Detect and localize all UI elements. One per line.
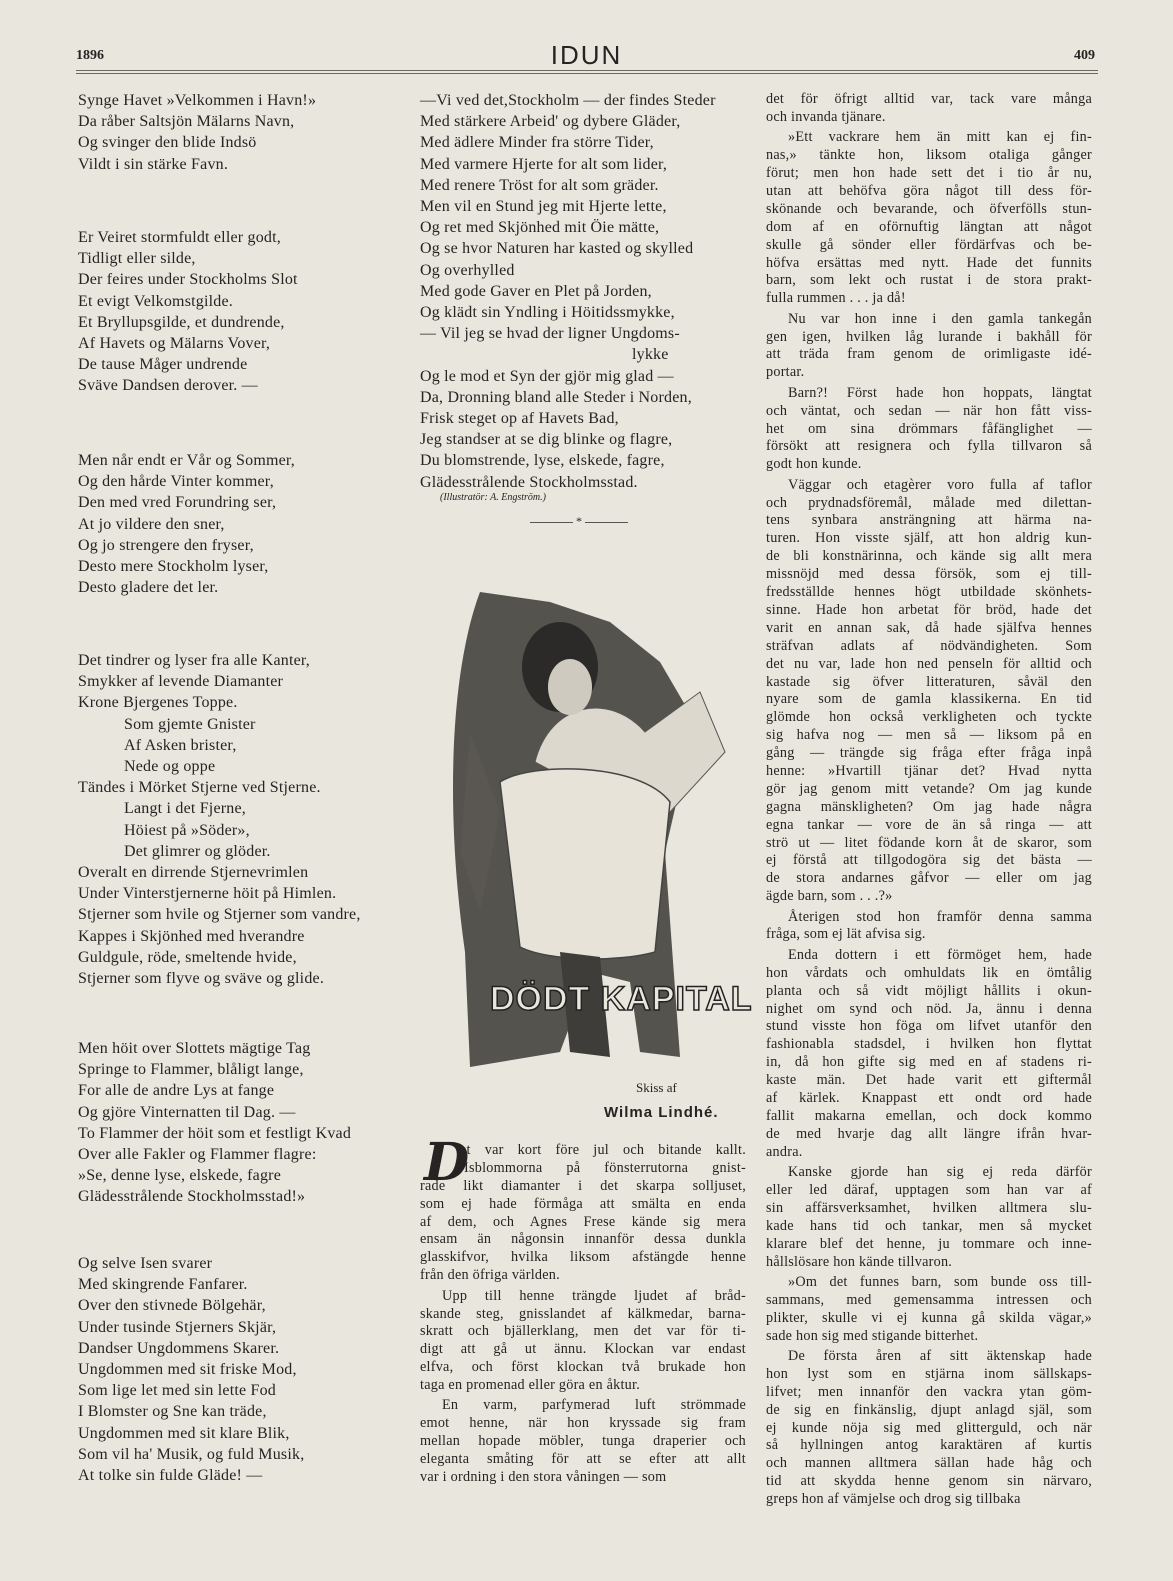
poem-line: »Se, denne lyse, elskede, fagre — [78, 1167, 282, 1185]
poem-line: Desto gladere det ler. — [78, 579, 219, 597]
text-line: hon lyst som en stjärna inom sällskaps- — [766, 1365, 1092, 1382]
poem-line: Med ädlere Minder fra större Tider, — [420, 134, 654, 152]
poem-line: Smykker af levende Diamanter — [78, 673, 284, 691]
text-line: elfva, och först klockan två brukade hon — [420, 1359, 746, 1376]
poem-line: Og le mod et Syn der gjör mig glad — — [420, 367, 674, 385]
poem-line: Med renere Tröst for alt som gräder. — [420, 176, 659, 194]
story-subtitle: Skiss af — [636, 1080, 677, 1095]
text-line: tens synbara ansträngning att härma na- — [766, 512, 1092, 529]
poem-line: Glädesstrålende Stockholmsstad!» — [78, 1188, 306, 1206]
paragraph — [766, 1164, 1092, 1271]
poem-stanza — [78, 90, 408, 175]
text-line: att träda fram genom de orimligaste idé- — [766, 346, 1092, 363]
text-line: mellan hopade möbler, tunga draperier och — [420, 1433, 746, 1450]
poem-line: Og ret med Skjönhed mit Öie mätte, — [420, 219, 660, 237]
poem-line: Da råber Saltsjön Mälarns Navn, — [78, 113, 295, 131]
poem-line: Desto mere Stockholm lyser, — [78, 558, 269, 576]
text-line: hon vårdats och omhuldats lik en ömtålig — [766, 964, 1092, 981]
text-line: »Ett vackrare hem än mitt kan ej fin- — [788, 129, 1092, 146]
poem-line: Tändes i Mörket Stjerne ved Stjerne. — [78, 779, 321, 797]
text-line: och väntat, och sedan — när hon fått viss- — [766, 402, 1092, 419]
text-line: de sig en finkänslig, djupt anlagd själ, som — [766, 1401, 1092, 1418]
poem-line: Er Veiret stormfuldt eller godt, — [78, 229, 281, 246]
text-line: emot henne, när hon kryssade sig fram — [420, 1415, 746, 1432]
text-line: stund visste hon föga om lifvet utanför den — [766, 1018, 1092, 1035]
text-line: fashionabla stadsdel, i hvilken hon flyttat — [766, 1036, 1092, 1053]
text-line: kade hans tid och tankar, men så mycket — [766, 1217, 1092, 1234]
paragraph — [766, 385, 1092, 474]
story-column-middle — [420, 1142, 746, 1489]
text-line: kastade sig öfver litteraturen, såväl den — [766, 673, 1092, 690]
text-line: missnöjd med dessa försök, som ej till- — [766, 566, 1092, 583]
text-line: skönande och bevarande, och öfverfölls stun- — [766, 200, 1092, 217]
poem-line: Og gjöre Vinternatten til Dag. — — [78, 1103, 296, 1121]
poem-line: Og svinger den blide Indsö — [78, 134, 257, 152]
poem-line: Ungdommen med sit friske Mod, — [78, 1361, 297, 1379]
poem-line: Men höit over Slottets mägtige Tag — [78, 1040, 311, 1057]
section-divider — [530, 514, 628, 529]
text-line: de med hvarje dag allt längre ifrån hvar- — [766, 1125, 1092, 1142]
text-line: dom af en oförnuftig längtan att något — [766, 218, 1092, 235]
text-line: fråga, som ej lät afvisa sig. — [766, 926, 926, 943]
text-line: rade likt diamanter i det skarpa solljuset, — [420, 1177, 746, 1194]
poem-line: Der feires under Stockholms Slot — [78, 271, 298, 289]
poem-line: Af Havets og Mälarns Vover, — [78, 335, 271, 353]
text-line: så hyllningen antog karaktären af kurtis — [766, 1437, 1092, 1454]
header-rule — [76, 70, 1098, 74]
text-line: skratt och bjällerklang, men det var för ti- — [420, 1323, 746, 1340]
text-line: utan att behöfva göra något till dess för- — [766, 182, 1092, 199]
poem-line: Synge Havet »Velkommen i Havn!» — [78, 92, 317, 109]
text-line: planta och så vidt möjligt hållits i okun- — [766, 982, 1092, 999]
paragraph — [766, 311, 1092, 383]
poem-line: Med gode Gaver en Plet på Jorden, — [420, 282, 652, 300]
text-line: henne: »Hvartill tjänar det? Hvad nytta — [766, 762, 1092, 779]
poem-line: Som gjemte Gnister — [124, 715, 256, 733]
text-line: glömde hon också verkligheten och tyckte — [766, 709, 1092, 726]
poem-line: Overalt en dirrende Stjernevrimlen — [78, 864, 309, 882]
text-line: eller led däraf, upptagen som han var af — [766, 1181, 1092, 1198]
text-line: sade hon sig med stigande bitterhet. — [766, 1327, 979, 1344]
illustrator-credit: (Illustratör: A. Engström.) — [440, 492, 546, 503]
text-line: förut; men hon hade sett det i tio år nu, — [766, 165, 1092, 182]
poem-stanza — [78, 650, 408, 989]
poem-line: I Blomster og Sne kan träde, — [78, 1403, 267, 1421]
paragraph — [420, 1288, 746, 1395]
text-line: lifvet; men innanför den vackra ytan göm- — [766, 1383, 1092, 1400]
text-line: gagna mänskligheten? Om jag hade några — [766, 798, 1092, 815]
text-line: var i ordning i den stora våningen — som — [420, 1469, 667, 1486]
poem-line: Det tindrer og lyser fra alle Kanter, — [78, 652, 310, 669]
text-line: det för öfrigt alltid var, tack vare många — [766, 91, 1092, 107]
poem-line: Dandser Ungdommens Skarer. — [78, 1339, 280, 1357]
paragraph — [766, 1348, 1092, 1509]
text-line: Isblommorna på fönsterrutorna gnist- — [464, 1159, 746, 1176]
illustration-dodt-kapital — [440, 552, 755, 1077]
text-line: de stora andarnes gåfvor — eller om jag — [766, 870, 1092, 887]
poem-line: Et Bryllupsgilde, et dundrende, — [78, 313, 285, 331]
poem-line: Med skingrende Fanfarer. — [78, 1276, 248, 1294]
poem-line: lykke — [632, 346, 669, 364]
text-line: ägde barn, som . . .?» — [766, 888, 893, 905]
text-line: Återigen stod hon framför denna samma — [788, 908, 1092, 925]
text-line: skande steg, gnisslandet af kälkmedar, barna- — [420, 1305, 746, 1322]
poem-line: For alle de andre Lys at fange — [78, 1082, 275, 1100]
text-line: portar. — [766, 364, 805, 381]
paragraph — [766, 947, 1092, 1162]
text-line: skulle gå sönder eller fördärfvas och be- — [766, 236, 1092, 253]
text-line: och invanda tjänare. — [766, 108, 886, 125]
text-line: godt hon kunde. — [766, 456, 862, 473]
text-line: et var kort före jul och bitande kallt. — [460, 1142, 746, 1158]
masthead-title: IDUN — [550, 40, 623, 70]
story-author: Wilma Lindhé. — [604, 1104, 719, 1121]
poem-stanza — [78, 450, 408, 598]
text-line: egna tankar — vore de än så ringa — att — [766, 816, 1092, 833]
poem-line: Som lige let med sin lette Fod — [78, 1382, 276, 1400]
poem-stanza — [78, 1253, 408, 1486]
text-line: Barn?! Först hade hon hoppats, längtat — [788, 384, 1092, 401]
text-line: från den öfriga världen. — [420, 1267, 560, 1284]
text-line: höfva ersättas med nytt. Hade det funnits — [766, 254, 1092, 271]
poem-line: Kappes i Skjönhed med hverandre — [78, 927, 305, 945]
text-line: hållslösare hon kände tillvaron. — [766, 1253, 953, 1270]
text-line: sin affärsverksamhet, hvilken alltmera slu- — [766, 1199, 1092, 1216]
paragraph — [766, 909, 1092, 945]
text-line: ej kunde nöja sig med glitterguld, och när — [766, 1419, 1092, 1436]
text-line: nyare som de gamla klassikerna. En tid — [766, 691, 1092, 708]
paragraph — [766, 91, 1092, 127]
poem-stanza — [78, 1038, 408, 1208]
poem-line: Frisk steget op af Havets Bad, — [420, 410, 619, 428]
text-line: nas,» tänkte hon, liksom otaliga gånger — [766, 147, 1092, 164]
text-line: digt att gå ut ännu. Klockan var endast — [420, 1341, 746, 1358]
text-line: och mannen alltmera sällan hade håg och — [766, 1455, 1092, 1472]
text-line: andra. — [766, 1143, 803, 1160]
text-line: försökt att resignera och fylla tillvaron så — [766, 438, 1092, 455]
poem-line: Et evigt Velkomstgilde. — [78, 292, 233, 310]
text-line: Enda dottern i ett förmöget hem, hade — [788, 946, 1092, 963]
text-line: som ej hade förmåga att smälta en enda — [420, 1195, 746, 1212]
drop-cap: D — [424, 1132, 470, 1193]
poem-line: Den med vred Forundring ser, — [78, 494, 277, 512]
text-line: fulla rummen . . . ja då! — [766, 290, 906, 307]
text-line: nighet om synd och nöd. Ja, ännu i denna — [766, 1000, 1092, 1017]
paragraph — [766, 129, 1092, 308]
year: 1896 — [76, 48, 104, 63]
page-number: 409 — [1074, 48, 1095, 63]
divider-star: * — [573, 514, 585, 528]
text-line: kaste män. Det hade varit ett giftermål — [766, 1072, 1092, 1089]
text-line: Väggar och etagèrer voro fulla af taflor — [788, 476, 1092, 493]
poem-stanza — [78, 227, 408, 397]
text-line: de bli konstnärinna, och kände sig allt mera — [766, 548, 1092, 565]
text-line: En varm, parfymerad luft strömmade — [442, 1397, 746, 1414]
text-line: turen. Hon visste själf, att hon aldrig kun- — [766, 530, 1092, 547]
poem-line: At tolke sin fulde Gläde! — — [78, 1467, 263, 1485]
text-line: klarare blef det henne, ju tommare och inne- — [766, 1235, 1092, 1252]
poem-line: Og overhylled — [420, 261, 515, 279]
poem-line: Det glimrer og glöder. — [124, 842, 271, 860]
text-line: »Om det funnes barn, som bunde oss till- — [788, 1273, 1092, 1290]
poem-line: — Vil jeg se hvad der ligner Ungdoms- — [420, 325, 680, 343]
poem-line: Og se hvor Naturen har kasted og skylled — [420, 240, 694, 258]
poem-line: Du blomstrende, lyse, elskede, fagre, — [420, 452, 665, 470]
poem-line: Som vil ha' Musik, og fuld Musik, — [78, 1445, 305, 1463]
text-line: sig hafva nog — men så — liksom på en — [766, 727, 1092, 744]
poem-line: Og den hårde Vinter kommer, — [78, 473, 274, 491]
poem-line: Sväve Dandsen derover. — — [78, 377, 258, 395]
poem-stanza — [420, 90, 750, 493]
poem-line: Med stärkere Arbeid' og dybere Gläder, — [420, 113, 681, 131]
paragraph — [420, 1142, 746, 1285]
text-line: Upp till henne trängde ljudet af bråd- — [442, 1287, 746, 1304]
text-line: barn, som lekt och rustat i de stora prakt- — [766, 272, 1092, 289]
poem-line: Krone Bjergenes Toppe. — [78, 694, 238, 712]
text-line: sinne. Hade hon arbetat för bröd, hade det — [766, 601, 1092, 618]
poem-line: Over alle Fakler og Flammer flagre: — [78, 1146, 317, 1164]
text-line: gör jag genom mitt vetande? Om jag kunde — [766, 780, 1092, 797]
poem-line: Springe to Flammer, blåligt lange, — [78, 1061, 304, 1079]
poem-line: Jeg standser at se dig blinke og flagre, — [420, 431, 673, 449]
text-line: af dem, och Agnes Frese kände sig mera — [420, 1213, 746, 1230]
text-line: strö ut — litet födande korn åt de skaror, som — [766, 834, 1092, 851]
poem-line: Glädesstrålende Stockholmsstad. — [420, 473, 638, 491]
poem-line: At jo vildere den sner, — [78, 515, 225, 533]
text-line: Kanske gjorde han sig ej reda därför — [788, 1164, 1092, 1181]
text-line: ensam än någonsin innanför dessa dunkla — [420, 1231, 746, 1248]
poem-line: Höiest på »Söder», — [124, 821, 250, 839]
text-line: in, då hon gifte sig med en af stadens ri- — [766, 1054, 1092, 1071]
illustration-title: DÖDT KAPITAL — [490, 980, 753, 1018]
text-line: het om sina drömmars fåfänglighet — — [766, 420, 1092, 437]
text-line: glasskifvor, hvilka liksom afstängde henne — [420, 1249, 746, 1266]
poem-line: Tidligt eller silde, — [78, 250, 196, 268]
text-line: De första åren af sitt äktenskap hade — [788, 1347, 1092, 1364]
paragraph — [420, 1397, 746, 1486]
poem-line: Under tusinde Stjerners Skjär, — [78, 1318, 277, 1336]
text-line: gen igen, hvilken låg lurande i bakhåll för — [766, 328, 1092, 345]
poem-line: Langt i det Fjerne, — [124, 800, 246, 818]
text-line: af kärlek. Knappast ett ondt ord hade — [766, 1089, 1092, 1106]
poem-line: Vildt i sin stärke Favn. — [78, 155, 229, 173]
poem-line: Da, Dronning bland alle Steder i Norden, — [420, 388, 692, 406]
poem-line: Guldgule, röde, smeltende hvide, — [78, 948, 297, 966]
text-line: gång — trängde sig fråga efter fråga inpå — [766, 745, 1092, 762]
poem-line: Under Vinterstjernerne höit på Himlen. — [78, 885, 337, 903]
poem-line: Og selve Isen svarer — [78, 1255, 213, 1272]
paragraph — [766, 477, 1092, 906]
text-line: sammans, med gemensamma intressen och — [766, 1291, 1092, 1308]
text-line: plikter, skulle vi ej kunna gå skilda vägar,» — [766, 1309, 1092, 1326]
poem-line: Med varmere Hjerte for alt som lider, — [420, 155, 668, 173]
poem-line: Over den stivnede Bölgehär, — [78, 1297, 266, 1315]
text-line: fredsställde hennes högt utbildade skönhets- — [766, 584, 1092, 601]
text-line: det nu var, lade hon ned penseln för alltid och — [766, 655, 1092, 672]
paragraph — [766, 1274, 1092, 1346]
text-line: sträfvan adlats af nödvändigheten. Som — [766, 637, 1092, 654]
poem-line: Af Asken brister, — [124, 736, 237, 754]
text-line: och prydnadsföremål, målade med dilettan- — [766, 494, 1092, 511]
text-line: ej förstå att tillgodogöra sig det bästa — — [766, 852, 1092, 869]
poem-line: To Flammer der höit som et festligt Kvad — [78, 1124, 352, 1142]
poem-line: Stjerner som hvile og Stjerner som vandre, — [78, 906, 361, 924]
text-line: eleganta småting för att se efter att allt — [420, 1451, 746, 1468]
poem-line: Og jo strengere den fryser, — [78, 536, 254, 554]
text-line: Nu var hon inne i den gamla tankegån — [788, 310, 1092, 327]
poem-line: Men vil en Stund jeg mit Hjerte lette, — [420, 198, 667, 216]
text-line: fallit makarna emellan, och dock kommo — [766, 1107, 1092, 1124]
poem-line: Nede og oppe — [124, 758, 216, 776]
text-line: greps hon af vämjelse och drog sig tillbaka — [766, 1491, 1021, 1508]
text-line: taga en promenad eller göra en åktur. — [420, 1377, 640, 1394]
poem-line: Og klädt sin Yndling i Höitidssmykke, — [420, 304, 675, 322]
poem-line: —Vi ved det,Stockholm — der findes Steder — [420, 92, 716, 109]
story-column-right — [766, 91, 1092, 1511]
poem-line: De tause Måger undrende — [78, 356, 248, 374]
poem-line: Stjerner som flyve og sväve og glide. — [78, 970, 325, 988]
text-line: tid att skydda henne genom sin närvaro, — [766, 1473, 1092, 1490]
poem-line: Ungdommen med sit klare Blik, — [78, 1424, 290, 1442]
poem-line: Men når endt er Vår og Sommer, — [78, 452, 296, 469]
text-line: varit en annan sak, då hade själfva hennes — [766, 619, 1092, 636]
